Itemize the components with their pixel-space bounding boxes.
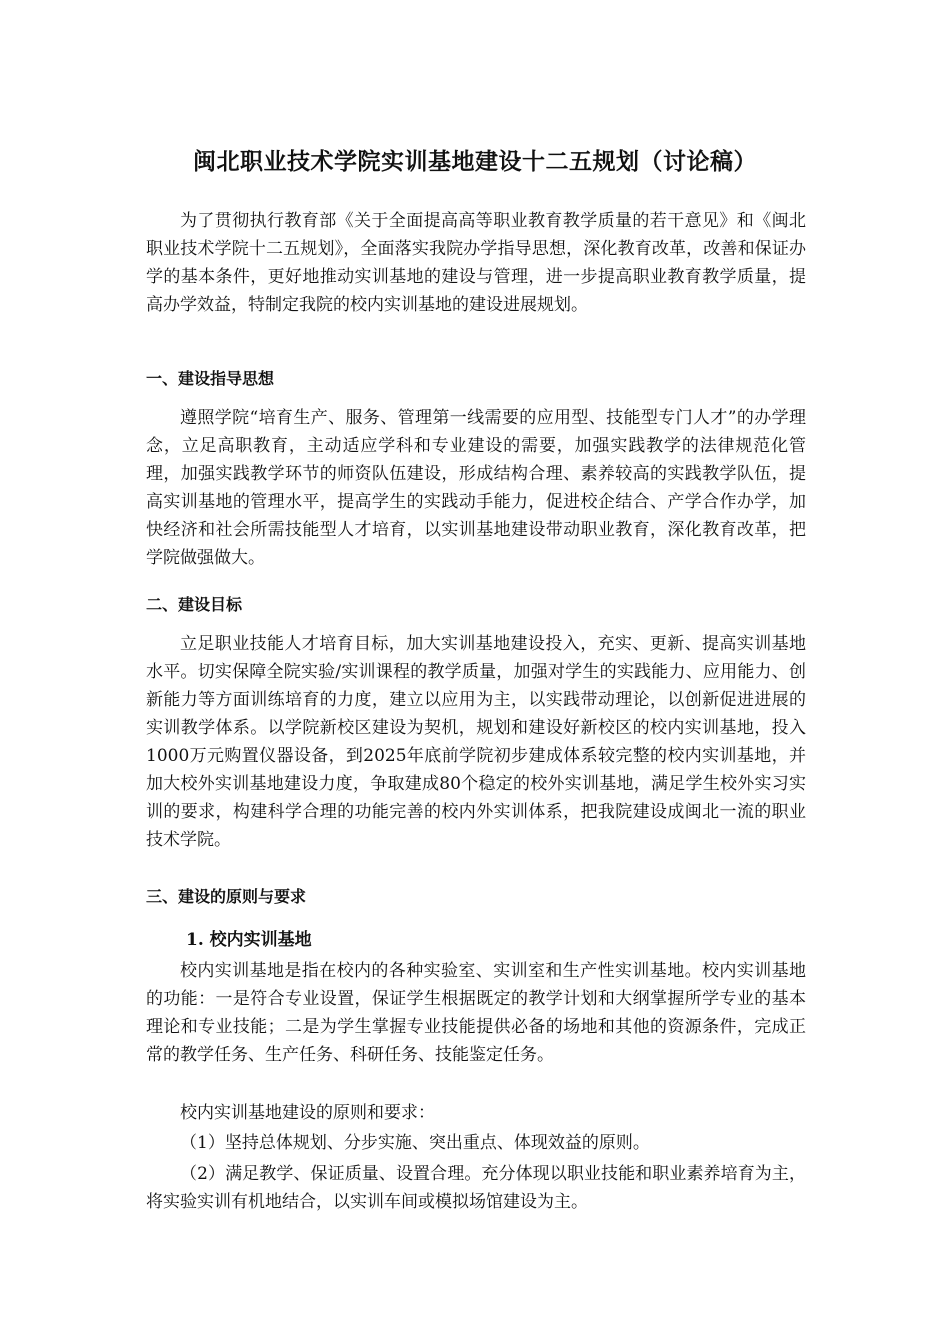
principles-intro: 校内实训基地建设的原则和要求： bbox=[180, 1103, 435, 1123]
subheading-campus-base: 1. 校内实训基地 bbox=[186, 930, 312, 950]
section-body-goals: 立足职业技能人才培育目标，加大实训基地建设投入，充实、更新、提高实训基地水平。切实保障全院实验/实训课程的教学质量，加强对学生的实践能力、应用能力、创新能力等方面训练培育的力度，建立以应用为主，以实践带动理论，以创新促进进展的实训教学体系。以学院新校区建设为契机，规划和建设好新校区的校内实训基地，投入1000万元购置仪器设备，到2025年底前学院初步建成体系较完整的校内实训基地，并加大校外实训基地建设力度，争取建成80个稳定的校外实训基地，满足学生校外实习实训的要求，构建科学合理的功能完善的校内外实训体系，把我院建设成闽北一流的职业技术学院。 bbox=[146, 634, 806, 850]
principle-item-2: （2）满足教学、保证质量、设置合理。充分体现以职业技能和职业素养培育为主，将实验实训有机地结合，以实训车间或模拟场馆建设为主。 bbox=[146, 1164, 806, 1212]
section-body-campus-base: 校内实训基地是指在校内的各种实验室、实训室和生产性实训基地。校内实训基地的功能：一是符合专业设置，保证学生根据既定的教学计划和大纲掌握所学专业的基本理论和专业技能；二是为学生掌握专业技能提供必备的场地和其他的资源条件，完成正常的教学任务、生产任务、科研任务、技能鉴定任务。 bbox=[146, 961, 806, 1065]
principle-item-1: （1）坚持总体规划、分步实施、突出重点、体现效益的原则。 bbox=[180, 1133, 650, 1153]
page-title: 闽北职业技术学院实训基地建设十二五规划（讨论稿） bbox=[193, 149, 757, 175]
intro-paragraph: 为了贯彻执行教育部《关于全面提高高等职业教育教学质量的若干意见》和《闽北职业技术学院十二五规划》，全面落实我院办学指导思想，深化教育改革，改善和保证办学的基本条件，更好地推动实训基地的建设与管理，进一步提高职业教育教学质量，提高办学效益，特制定我院的校内实训基地的建设进展规划。 bbox=[146, 211, 806, 315]
section-body-guiding-ideology: 遵照学院“培育生产、服务、管理第一线需要的应用型、技能型专门人才”的办学理念，立足高职教育，主动适应学科和专业建设的需要，加强实践教学的法律规范化管理，加强实践教学环节的师资队伍建设，形成结构合理、素养较高的实践教学队伍，提高实训基地的管理水平，提高学生的实践动手能力，促进校企结合、产学合作办学，加快经济和社会所需技能型人才培育，以实训基地建设带动职业教育，深化教育改革，把学院做强做大。 bbox=[146, 408, 806, 568]
section-heading-goals: 二、建设目标 bbox=[146, 595, 243, 614]
section-heading-guiding-ideology: 一、建设指导思想 bbox=[146, 369, 275, 388]
section-heading-principles: 三、建设的原则与要求 bbox=[146, 887, 307, 906]
